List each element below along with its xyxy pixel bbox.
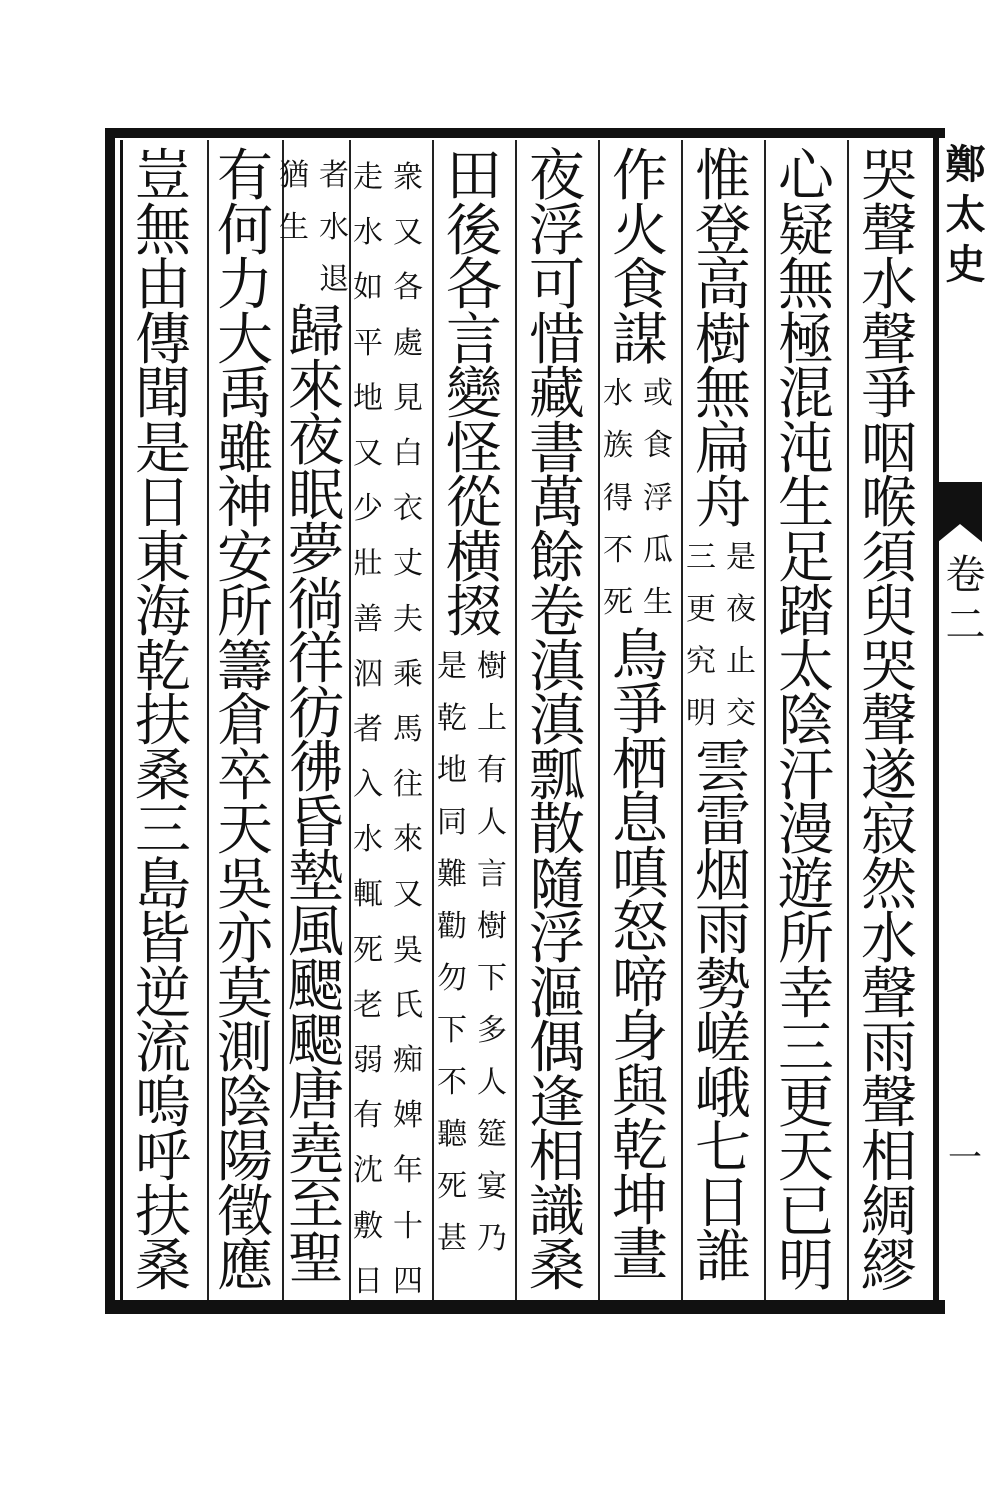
annotation-column-right [315,150,353,306]
text-char: 與 [612,1059,668,1125]
annotation-char: 日 [353,1263,383,1299]
text-char: 須 [861,525,917,591]
text-char: 已 [778,1179,834,1245]
text-char: 横 [446,525,502,591]
annotation-char: 十 [393,1208,423,1244]
text-char: 逢 [529,1070,585,1136]
annotation-char: 水 [319,210,349,245]
text-char: 所 [217,580,273,645]
text-char: 坤 [612,1168,668,1234]
text-char: 幸 [778,961,834,1027]
text-char: 陰 [778,689,834,754]
text-char: 亦 [217,907,273,972]
annotation-char: 交 [726,696,756,732]
annotation-char: 瓜 [643,532,673,568]
text-char: 扶 [135,689,191,754]
annotation-char: 水 [353,822,383,858]
annotation-char: 往 [393,767,423,803]
text-char: 哭 [861,144,917,209]
annotation-char: 下 [477,960,507,996]
text-char: 眠 [288,463,344,529]
text-char: 咽 [861,416,917,482]
text-char: 樹 [695,307,751,373]
annotation-char: 水 [603,376,633,411]
text-char: 是 [135,416,191,482]
text-char: 作 [612,144,668,209]
text-char: 混 [778,362,834,427]
annotation-char: 勿 [437,960,467,996]
leaf-number: 一 [948,1138,982,1178]
text-char: 堯 [288,1117,344,1183]
annotation-char: 夫 [393,601,423,637]
text-char: 聲 [861,689,917,754]
text-char: 惟 [695,144,751,209]
text-char: 後 [446,198,502,264]
text-char: 遂 [861,743,917,809]
text-char: 來 [288,354,344,420]
text-char: 陽 [217,1125,273,1190]
text-char: 嵯 [695,1007,751,1073]
text-char: 聲 [861,198,917,264]
annotation-column-right [722,532,760,741]
text-char: 生 [778,471,834,536]
text-char: 天 [778,1125,834,1190]
text-char: 卷 [529,580,585,645]
annotation-column-left [433,641,471,1265]
text-char: 無 [778,253,834,318]
annotation-char: 乾 [437,700,467,736]
text-char: 日 [135,471,191,536]
annotation-char: 衆 [393,160,423,195]
text-char: 心 [778,144,834,209]
annotation-char: 弱 [353,1043,383,1078]
text-char: 偶 [529,1016,585,1081]
text-char: 聲 [861,307,917,373]
annotation-char: 婢 [393,1098,423,1134]
text-char: 無 [695,362,751,427]
text-char: 哭 [861,634,917,700]
annotation-char: 地 [437,752,467,788]
annotation-char: 又 [393,215,423,251]
text-char: 嗔 [612,841,668,907]
annotation-char: 入 [353,767,383,803]
annotation-char: 究 [686,644,716,680]
column-rule [764,140,766,1300]
book-title [938,140,993,290]
text-char: 倉 [217,689,273,754]
annotation-char: 更 [686,591,716,627]
text-char: 風 [288,899,344,965]
annotation-char: 泅 [353,656,383,692]
volume-char: 卷 [945,552,986,598]
annotation-char: 聽 [437,1116,467,1152]
text-char: 日 [695,1170,751,1236]
annotation-char: 甚 [437,1220,467,1256]
text-char: 彿 [288,736,344,801]
text-char: 海 [135,580,191,645]
text-char: 變 [446,362,502,427]
annotation-char: 老 [353,987,383,1023]
annotation-char: 乃 [477,1220,507,1256]
text-column [687,144,759,536]
text-column [770,144,842,1299]
text-char: 汗 [778,743,834,809]
text-char: 有 [217,144,273,209]
text-char: 徉 [288,627,344,692]
text-char: 由 [135,253,191,318]
annotation-char: 退 [319,262,349,297]
text-char: 徜 [288,572,344,638]
text-char: 無 [135,198,191,264]
annotation-char: 樹 [477,908,507,944]
text-char: 雷 [695,789,751,855]
annotation-char: 下 [437,1012,467,1048]
text-char: 相 [529,1125,585,1190]
annotation-char: 三 [686,539,716,575]
text-char: 何 [217,198,273,264]
text-char: 水 [861,253,917,318]
text-column [438,144,510,645]
text-char: 綢 [861,1179,917,1245]
text-char: 怒 [612,896,668,961]
text-column [521,144,593,1299]
annotation-char: 猶 [279,158,309,193]
annotation-char: 衣 [393,491,423,527]
text-char: 嗚 [135,1070,191,1136]
annotation-char: 壯 [353,546,383,582]
annotation-char: 年 [393,1153,423,1189]
annotation-char: 同 [437,804,467,840]
text-char: 流 [135,1016,191,1081]
text-char: 安 [217,525,273,591]
text-char: 從 [446,471,502,536]
annotation-char: 有 [477,752,507,788]
annotation-char: 走 [353,160,383,195]
annotation-char: 死 [437,1168,467,1204]
annotation-char: 乘 [393,656,423,692]
text-char: 水 [861,907,917,972]
volume-number [938,550,993,650]
text-char: 火 [612,198,668,264]
text-char: 各 [446,253,502,318]
text-char: 雲 [695,734,751,800]
text-char: 隨 [529,852,585,918]
annotation-column-left [349,150,387,1309]
annotation-char: 者 [353,711,383,747]
annotation-char: 宴 [477,1168,507,1204]
annotation-char: 止 [726,644,756,680]
text-char: 踏 [778,580,834,645]
text-char: 食 [612,253,668,318]
text-char: 爭 [612,678,668,743]
text-char: 聲 [861,961,917,1027]
text-column [209,144,281,1299]
text-char: 散 [529,798,585,863]
annotation-char: 或 [643,376,673,411]
text-char: 息 [612,787,668,852]
text-char: 雖 [217,416,273,482]
text-char: 鳥 [612,623,668,689]
text-char: 乾 [612,1114,668,1179]
annotation-char: 馬 [393,711,423,747]
book-title-char: 鄭 [945,141,986,188]
text-char: 所 [778,907,834,972]
fish-tail-mark [938,482,982,542]
annotation-char: 丈 [393,546,423,582]
frame-bottom-border [105,1300,945,1314]
text-char: 彷 [288,681,344,747]
annotation-column-right [473,641,511,1265]
annotation-char: 夜 [726,591,756,627]
frame-inner-left-border [120,140,123,1300]
annotation-char: 見 [393,380,423,416]
annotation-char: 人 [477,1064,507,1100]
text-char: 聖 [288,1226,344,1292]
annotation-char: 生 [279,210,309,245]
text-char: 七 [695,1116,751,1182]
annotation-char: 筵 [477,1116,507,1152]
text-char: 昏 [288,790,344,856]
text-char: 掇 [446,580,502,645]
annotation-column-left [599,368,637,629]
text-char: 瓢 [529,743,585,809]
annotation-char: 樹 [477,648,507,684]
text-column [853,144,925,1299]
text-char: 籌 [217,634,273,700]
text-char: 乾 [135,634,191,700]
text-char: 天 [217,798,273,863]
text-char: 聲 [861,1070,917,1136]
annotation-char: 人 [477,804,507,840]
text-char: 太 [778,634,834,700]
text-char: 相 [861,1125,917,1190]
annotation-char: 言 [477,856,507,892]
text-char: 栖 [612,732,668,798]
annotation-char: 食 [643,428,673,464]
annotation-column-right [639,368,677,629]
text-char: 夜 [529,144,585,209]
text-char: 卒 [217,743,273,809]
text-char: 陰 [217,1070,273,1136]
text-char: 繆 [861,1234,917,1299]
text-char: 浮 [529,198,585,264]
annotation-char: 沈 [353,1153,383,1189]
text-char: 夜 [288,409,344,474]
text-char: 漫 [778,798,834,863]
text-char: 歸 [288,300,344,365]
text-char: 大 [217,307,273,373]
text-char: 禹 [217,362,273,427]
text-char: 萬 [529,471,585,536]
annotation-char: 又 [353,435,383,471]
text-char: 神 [217,471,273,536]
annotation-char: 者 [319,158,349,193]
text-char: 田 [446,144,502,209]
annotation-char: 得 [603,480,633,516]
text-char: 島 [135,852,191,918]
text-char: 勢 [695,952,751,1018]
annotation-char: 氏 [393,987,423,1023]
annotation-char: 輒 [353,877,383,913]
column-rule [598,140,600,1300]
annotation-char: 又 [393,877,423,913]
annotation-char: 族 [603,428,633,464]
text-char: 唐 [288,1063,344,1128]
annotation-char: 生 [643,585,673,621]
text-char: 遊 [778,852,834,918]
text-char: 峨 [695,1061,751,1127]
annotation-char: 吳 [393,932,423,968]
annotation-char: 各 [393,270,423,306]
text-char: 測 [217,1016,273,1081]
text-char: 力 [217,253,273,318]
text-char: 颸 [288,954,344,1019]
annotation-char: 有 [353,1098,383,1134]
text-char: 誰 [695,1225,751,1291]
text-char: 然 [861,852,917,918]
text-char: 極 [778,307,834,373]
text-char: 臾 [861,580,917,645]
annotation-char: 四 [393,1263,423,1299]
text-char: 身 [612,1005,668,1070]
annotation-char: 是 [437,648,467,684]
text-char: 高 [695,253,751,318]
text-char: 逆 [135,961,191,1027]
text-char: 傳 [135,307,191,373]
text-char: 豈 [135,144,191,209]
text-char: 晝 [612,1223,668,1288]
text-column [127,144,199,1299]
text-column-continued [604,623,676,1288]
annotation-column-right [389,150,427,1309]
text-char: 啼 [612,950,668,1016]
book-title-char: 史 [945,241,986,288]
text-char: 三 [135,798,191,863]
annotation-char: 多 [477,1012,507,1048]
text-char: 桑 [135,743,191,809]
text-char: 漚 [529,961,585,1027]
annotation-char: 少 [353,491,383,527]
annotation-char: 浮 [643,480,673,516]
text-char: 沌 [778,416,834,482]
text-char: 餘 [529,525,585,591]
annotation-char: 善 [353,601,383,637]
text-char: 書 [529,416,585,482]
frame-left-border [105,128,115,1314]
column-rule [515,140,517,1300]
annotation-char: 死 [603,585,633,621]
text-char: 扶 [135,1179,191,1245]
text-char: 莫 [217,961,273,1027]
annotation-char: 平 [353,325,383,361]
text-char: 登 [695,198,751,264]
text-char: 烟 [695,843,751,909]
text-char: 言 [446,307,502,373]
text-char: 足 [778,525,834,591]
column-rule [847,140,849,1300]
text-char: 浮 [529,907,585,972]
book-title-char: 太 [945,191,986,238]
annotation-char: 地 [353,380,383,416]
text-char: 聞 [135,362,191,427]
text-char: 可 [529,253,585,318]
text-char: 呼 [135,1125,191,1190]
text-char: 桑 [529,1234,585,1299]
text-column [280,300,352,1292]
text-column-continued [687,734,759,1291]
text-char: 夢 [288,518,344,583]
annotation-char: 來 [393,822,423,858]
annotation-char: 不 [603,532,633,568]
annotation-char: 處 [393,325,423,361]
text-char: 東 [135,525,191,591]
annotation-column-left [682,532,720,741]
text-char: 舟 [695,471,751,536]
text-char: 扁 [695,416,751,482]
page-header-margin [938,140,993,1300]
annotation-char: 是 [726,539,756,575]
annotation-char: 水 [353,215,383,251]
text-char: 謀 [612,307,668,373]
annotation-char: 不 [437,1064,467,1100]
text-char: 颸 [288,1008,344,1074]
annotation-char: 上 [477,700,507,736]
text-char: 皆 [135,907,191,972]
text-char: 墊 [288,845,344,910]
text-char: 藏 [529,362,585,427]
text-char: 喉 [861,471,917,536]
annotation-char: 如 [353,270,383,306]
annotation-char: 死 [353,932,383,968]
text-char: 雨 [861,1016,917,1081]
text-char: 三 [778,1016,834,1081]
annotation-char: 勸 [437,908,467,944]
text-char: 應 [217,1234,273,1299]
text-char: 桑 [135,1234,191,1299]
text-char: 雨 [695,898,751,964]
volume-char: 二 [945,602,986,648]
text-column [604,144,676,373]
text-char: 爭 [861,362,917,427]
text-char: 徵 [217,1179,273,1245]
text-char: 識 [529,1179,585,1245]
text-char: 明 [778,1234,834,1299]
text-char: 滇 [529,689,585,754]
annotation-char: 痴 [393,1043,423,1078]
text-char: 寂 [861,798,917,863]
text-char: 惜 [529,307,585,373]
annotation-char: 難 [437,856,467,892]
annotation-char: 敷 [353,1208,383,1244]
text-char: 更 [778,1070,834,1136]
text-char: 滇 [529,634,585,700]
frame-top-border [113,128,945,138]
annotation-char: 明 [686,696,716,732]
text-char: 疑 [778,198,834,264]
annotation-char: 白 [393,435,423,471]
text-char: 至 [288,1172,344,1237]
text-char: 吳 [217,852,273,918]
text-char: 怪 [446,416,502,482]
